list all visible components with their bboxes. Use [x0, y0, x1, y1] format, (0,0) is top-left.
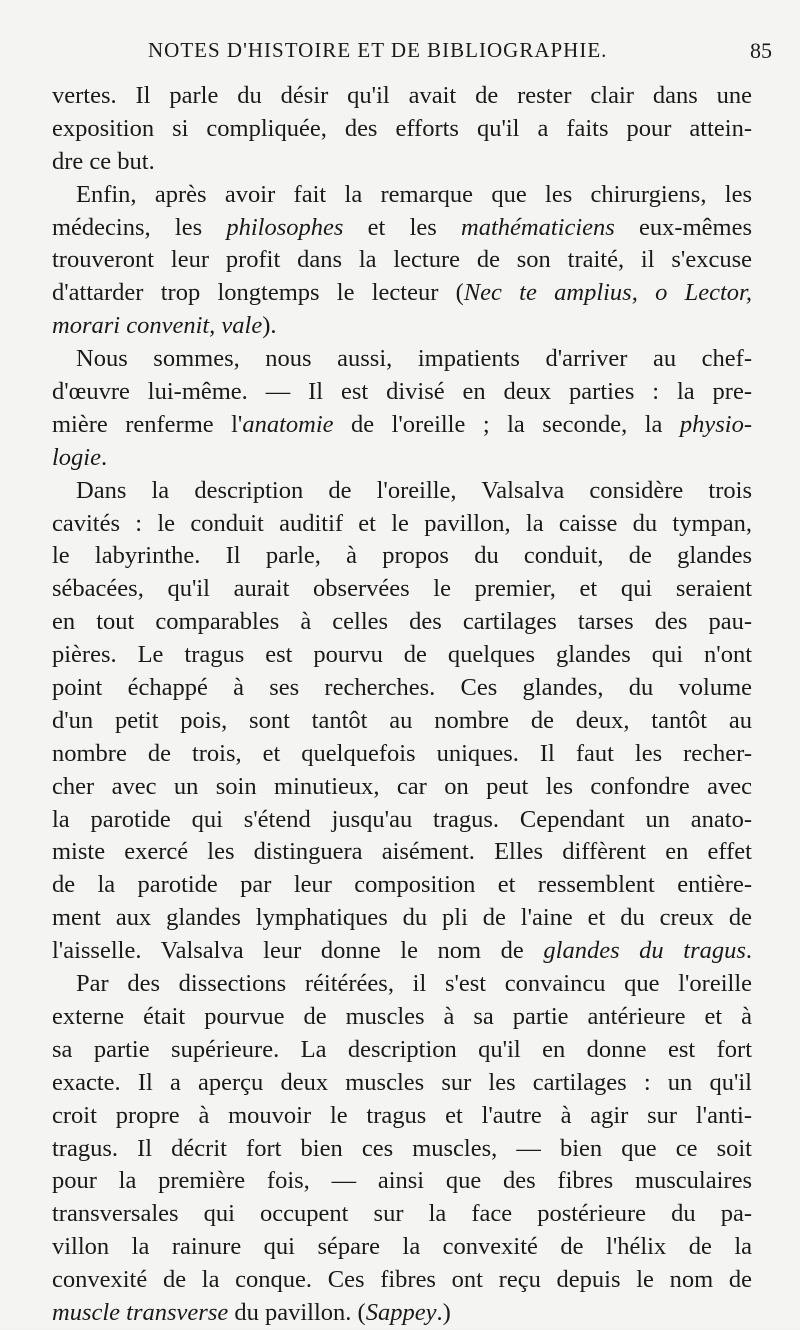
body-text: [52, 80, 752, 1330]
text-line: dre ce but.: [52, 147, 155, 175]
text-line: nombre de trois, et quelquefois uniques. Il faut les recher-: [52, 739, 752, 767]
text-line: miste exercé les distinguera aisément. Elles diffèrent en effet: [52, 838, 752, 866]
text-line: médecins, les philosophes et les mathématiciens eux-mêmes: [52, 213, 752, 241]
text-line: d'un petit pois, sont tantôt au nombre de deux, tantôt au: [52, 706, 752, 734]
text-line: l'aisselle. Valsalva leur donne le nom de glandes du tragus.: [52, 937, 752, 965]
text-line: tragus. Il décrit fort bien ces muscles, — bien que ce soit: [52, 1134, 752, 1162]
text-line: pières. Le tragus est pourvu de quelques glandes qui n'ont: [52, 641, 752, 669]
text-line: la parotide qui s'étend jusqu'au tragus. Cependant un anato-: [52, 805, 752, 833]
text-line: trouveront leur profit dans la lecture de son traité, il s'excuse: [52, 246, 752, 274]
text-line: exacte. Il a aperçu deux muscles sur les cartilages : un qu'il: [52, 1068, 752, 1096]
text-line: d'attarder trop longtemps le lecteur (Nec te amplius, o Lector,: [52, 279, 752, 307]
text-line: vertes. Il parle du désir qu'il avait de rester clair dans une: [52, 82, 752, 109]
text-line: externe était pourvue de muscles à sa partie antérieure et à: [52, 1002, 752, 1030]
text-line: Par des dissections réitérées, il s'est convaincu que l'oreille: [76, 970, 752, 998]
text-line: croit propre à mouvoir le tragus et l'autre à agir sur l'anti-: [52, 1101, 752, 1129]
text-line: mière renferme l'anatomie de l'oreille ; la seconde, la physio-: [52, 410, 752, 438]
text-line: transversales qui occupent sur la face postérieure du pa-: [52, 1200, 752, 1228]
text-line: sébacées, qu'il aurait observées le premier, et qui seraient: [52, 575, 752, 603]
text-line: convexité de la conque. Ces fibres ont reçu depuis le nom de: [52, 1266, 752, 1294]
text-line: Dans la description de l'oreille, Valsalva considère trois: [76, 476, 752, 504]
page-number: 85: [750, 38, 772, 63]
text-line: villon la rainure qui sépare la convexité de l'hélix de la: [52, 1233, 752, 1261]
text-line: logie.: [52, 443, 108, 471]
text-line: de la parotide par leur composition et ressemblent entière-: [52, 871, 752, 899]
text-line: ment aux glandes lymphatiques du pli de l'aine et du creux de: [52, 904, 752, 932]
text-line: le labyrinthe. Il parle, à propos du conduit, de glandes: [52, 542, 752, 570]
text-line: en tout comparables à celles des cartilages tarses des pau-: [52, 608, 752, 636]
text-line: muscle transverse du pavillon. (Sappey.): [52, 1298, 451, 1326]
text-line: exposition si compliquée, des efforts qu'il a faits pour attein-: [52, 114, 752, 142]
text-line: d'œuvre lui-même. — Il est divisé en deux parties : la pre-: [52, 378, 752, 406]
running-title: NOTES D'HISTOIRE ET DE BIBLIOGRAPHIE.: [148, 38, 608, 62]
text-line: morari convenit, vale).: [52, 312, 277, 340]
text-line: cher avec un soin minutieux, car on peut les confondre avec: [52, 772, 752, 800]
text-line: sa partie supérieure. La description qu'il en donne est fort: [52, 1035, 752, 1063]
text-line: cavités : le conduit auditif et le pavillon, la caisse du tympan,: [52, 509, 752, 537]
page-header: [60, 38, 772, 68]
text-line: Nous sommes, nous aussi, impatients d'arriver au chef-: [76, 345, 752, 373]
text-line: Enfin, après avoir fait la remarque que les chirurgiens, les: [76, 180, 752, 208]
text-line: pour la première fois, — ainsi que des fibres musculaires: [52, 1167, 752, 1195]
text-line: point échappé à ses recherches. Ces glandes, du volume: [52, 674, 752, 702]
